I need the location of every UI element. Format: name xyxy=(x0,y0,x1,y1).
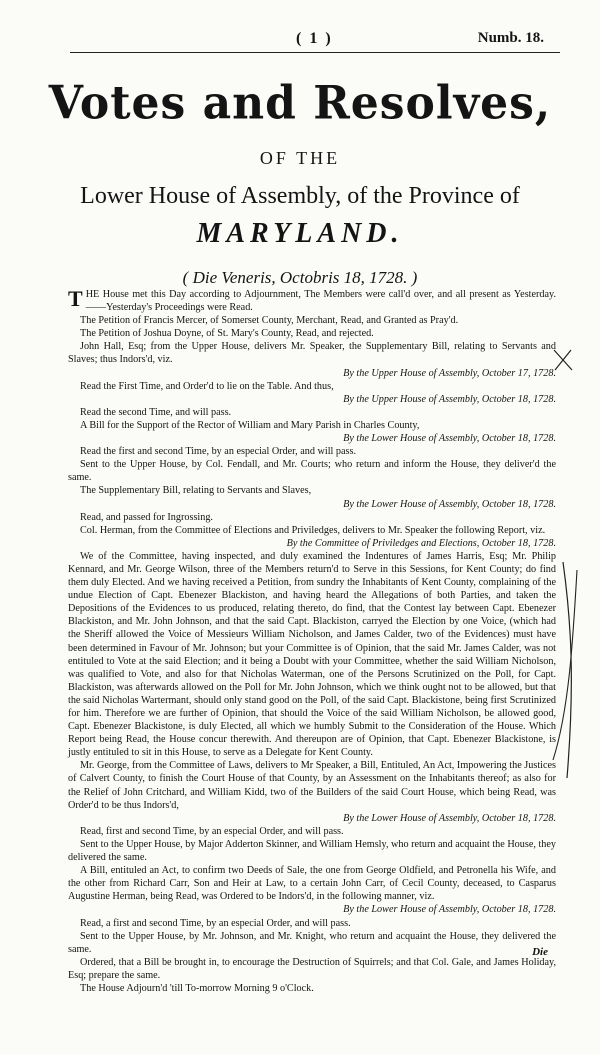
proceeding-paragraph xyxy=(68,484,556,497)
proceeding-paragraph xyxy=(68,825,556,838)
proceeding-paragraph xyxy=(68,550,556,760)
paragraph-text: A Bill for the Support of the Rector of William and Mary Parish in Charles County, xyxy=(80,419,420,431)
proceeding-paragraph xyxy=(68,524,556,537)
province-name: MARYLAND. xyxy=(196,218,404,249)
paragraph-text: Read, and passed for Ingrossing. xyxy=(80,511,213,523)
endorsement-line xyxy=(68,393,556,406)
paragraph-text: Read, first and second Time, by an especial Order, and will pass. xyxy=(80,825,344,837)
paragraph-text: By the Upper House of Assembly, October 17, 1728. xyxy=(343,367,556,379)
proceeding-paragraph xyxy=(68,340,556,366)
paragraph-text: The Petition of Joshua Doyne, of St. Mary's County, Read, and rejected. xyxy=(80,328,374,340)
paragraph-text: John Hall, Esq; from the Upper House, delivers Mr. Speaker, the Supplementary Bill, relating to Servants and Slaves; thus Indors'd, viz. xyxy=(68,341,556,366)
paragraph-text: The House Adjourn'd 'till To-morrow Morning 9 o'Clock. xyxy=(80,982,314,994)
paragraph-text: By the Lower House of Assembly, October 18, 1728. xyxy=(343,812,556,824)
proceeding-paragraph xyxy=(68,838,556,864)
paragraph-text: By the Upper House of Assembly, October 18, 1728. xyxy=(343,393,556,405)
paragraph-text: The Supplementary Bill, relating to Servants and Slaves, xyxy=(80,485,312,497)
proceeding-paragraph xyxy=(68,458,556,484)
paragraph-text: The Petition of Francis Mercer, of Somerset County, Merchant, Read, and Granted as Pray'd. xyxy=(80,315,459,327)
endorsement-line xyxy=(68,537,556,550)
proceeding-paragraph xyxy=(68,511,556,524)
proceeding-paragraph xyxy=(68,917,556,930)
margin-pen-stroke xyxy=(545,560,585,780)
proceedings-body xyxy=(68,288,556,995)
proceeding-paragraph xyxy=(68,759,556,811)
proceeding-paragraph xyxy=(68,445,556,458)
endorsement-line xyxy=(68,903,556,916)
opening-paragraph xyxy=(68,288,556,314)
margin-cross-mark xyxy=(552,348,574,372)
endorsement-line xyxy=(68,367,556,380)
proceeding-paragraph xyxy=(68,314,556,327)
paragraph-text: Read the First Time, and Order'd to lie on the Table. And thus, xyxy=(80,380,334,392)
proceeding-paragraph xyxy=(68,982,556,995)
header-rule xyxy=(70,52,560,53)
paragraph-text: Sent to the Upper House, by Col. Fendall, and Mr. Courts; who return and inform the House, they deliver'd the same. xyxy=(68,459,556,484)
paragraph-text: Read the first and second Time, by an especial Order, and will pass. xyxy=(80,446,357,458)
proceeding-paragraph xyxy=(68,327,556,340)
paragraph-text: Read, a first and second Time, by an especial Order, and will pass. xyxy=(80,917,351,929)
page-number: ( 1 ) xyxy=(296,30,333,47)
paragraph-text: Mr. George, from the Committee of Laws, delivers to Mr Speaker, a Bill, Entituled, An Act, Impowering the Justices of Calvert County, to finish the Court House of that County, by an Assessment on the Inhabitants thereof; as also for the Relief of John Critchard, and William Kidd, two of the Builders of the said Court House, which being Read, was Order'd to be thus Indors'd, xyxy=(68,760,556,811)
proceeding-paragraph xyxy=(68,406,556,419)
paragraph-text: By the Lower House of Assembly, October 18, 1728. xyxy=(343,433,556,445)
subtitle: Lower House of Assembly, of the Province of xyxy=(80,183,520,209)
paragraph-text: By the Lower House of Assembly, October 18, 1728. xyxy=(343,904,556,916)
paragraph-text: Col. Herman, from the Committee of Elections and Priviledges, delivers to Mr. Speaker the following Report, viz. xyxy=(80,524,546,536)
proceeding-paragraph xyxy=(68,956,556,982)
proceeding-paragraph xyxy=(68,380,556,393)
proceeding-paragraph xyxy=(68,419,556,432)
page-title: Votes and Resolves, xyxy=(48,76,552,131)
catchword: Die xyxy=(532,946,548,958)
paragraph-text: Sent to the Upper House, by Mr. Johnson, and Mr. Knight, who return and acquaint the House, they delivered the same. xyxy=(68,930,556,955)
endorsement-line xyxy=(68,432,556,445)
paragraph-text: Ordered, that a Bill be brought in, to encourage the Destruction of Squirrels; and that Col. Gale, and James Holiday, Esq; prepare the same. xyxy=(68,956,556,981)
endorsement-line xyxy=(68,812,556,825)
paragraph-text: We of the Committee, having inspected, and duly examined the Indentures of James Harris, Esq; Mr. Philip Kennard, and Mr. George Wilson, three of the Members return'd to Serve in this Sessions, for Kent County; do find them duly Elected. And we having received a Petition, from sundry the Inhabitants of Kent County, complaining of the undue Election of Capt. Ebenezer Blackiston, and having heard the Allegations of both Parties, and taken the Depositions of the Evidences to us produced, relating thereto, do find, that the Contest lay between Capt. Ebenezer Blackiston, and Mr. John Johnson, and that the said Capt. Blackiston, carryed the Election by one Voice, (which had the Sheriff allowed the Voice of Messieurs William Nicholson, and James Calder, two of the Evidences) must have been determined in Favour of Mr. Johnson; but your Committee is of Opinion, that the said Mr. James Calder, was not entituled to Vote at the said Election; and it being a Doubt with your Committee, whether the said William Nicholson, was qualified to Vote, and also for that Nicholas Waterman, one of the Persons Scrutinized on the Poll, for Capt. Blackiston, was afterwards allowed on the Poll for Mr. John Johnson, which we think ought not to be allowed, but that the said Nicholas Wartermant, should only stand good on the Poll, of the said Capt. Blackistone, being first Scrutinized for him. Therefore we are further of Opinion, that should the Voice of the said William Nicholson, be allowed good, Capt. Ebenezer Blackistone, is duly Elected, all which we humbly Submit to the Consideration of the House. Which Report being Read, the House concur therewith. And thereupon are of Opinion, that Capt. Ebenezer Blackistone, is justly entituled to sit in this House, to serve as a Delegate for Kent County. xyxy=(68,550,556,759)
paragraph-text: By the Lower House of Assembly, October 18, 1728. xyxy=(343,498,556,510)
paragraph-text: HE House met this Day according to Adjournment, The Members were call'd over, and all present as Yesterday.——Yesterday's Proceedings were Read. xyxy=(85,289,556,314)
proceeding-paragraph xyxy=(68,864,556,903)
paragraph-text: Sent to the Upper House, by Major Adderton Skinner, and William Hemsly, who return and acquaint the House, they delivered the same. xyxy=(68,838,556,864)
issue-number: Numb. 18. xyxy=(477,30,544,46)
page-header xyxy=(0,30,600,50)
session-date: ( Die Veneris, Octobris 18, 1728. ) xyxy=(182,268,418,287)
paragraph-text: A Bill, entituled an Act, to confirm two Deeds of Sale, the one from George Oldfield, and Petronella his Wife, and the other from Richard Carr, Son and Heir at Law, to a certain John Carr, of Cecil County, deceased, to Casparus Augustine Herman, being Read, was Ordered to be Indors'd, in the following manner, viz. xyxy=(68,865,556,903)
endorsement-line xyxy=(68,498,556,511)
proceeding-paragraph xyxy=(68,930,556,956)
paragraph-text: Read the second Time, and will pass. xyxy=(80,406,232,418)
paragraph-text: By the Committee of Priviledges and Elections, October 18, 1728. xyxy=(286,537,556,549)
of-the-line: OF THE xyxy=(259,148,341,168)
drop-cap: T xyxy=(68,286,83,311)
